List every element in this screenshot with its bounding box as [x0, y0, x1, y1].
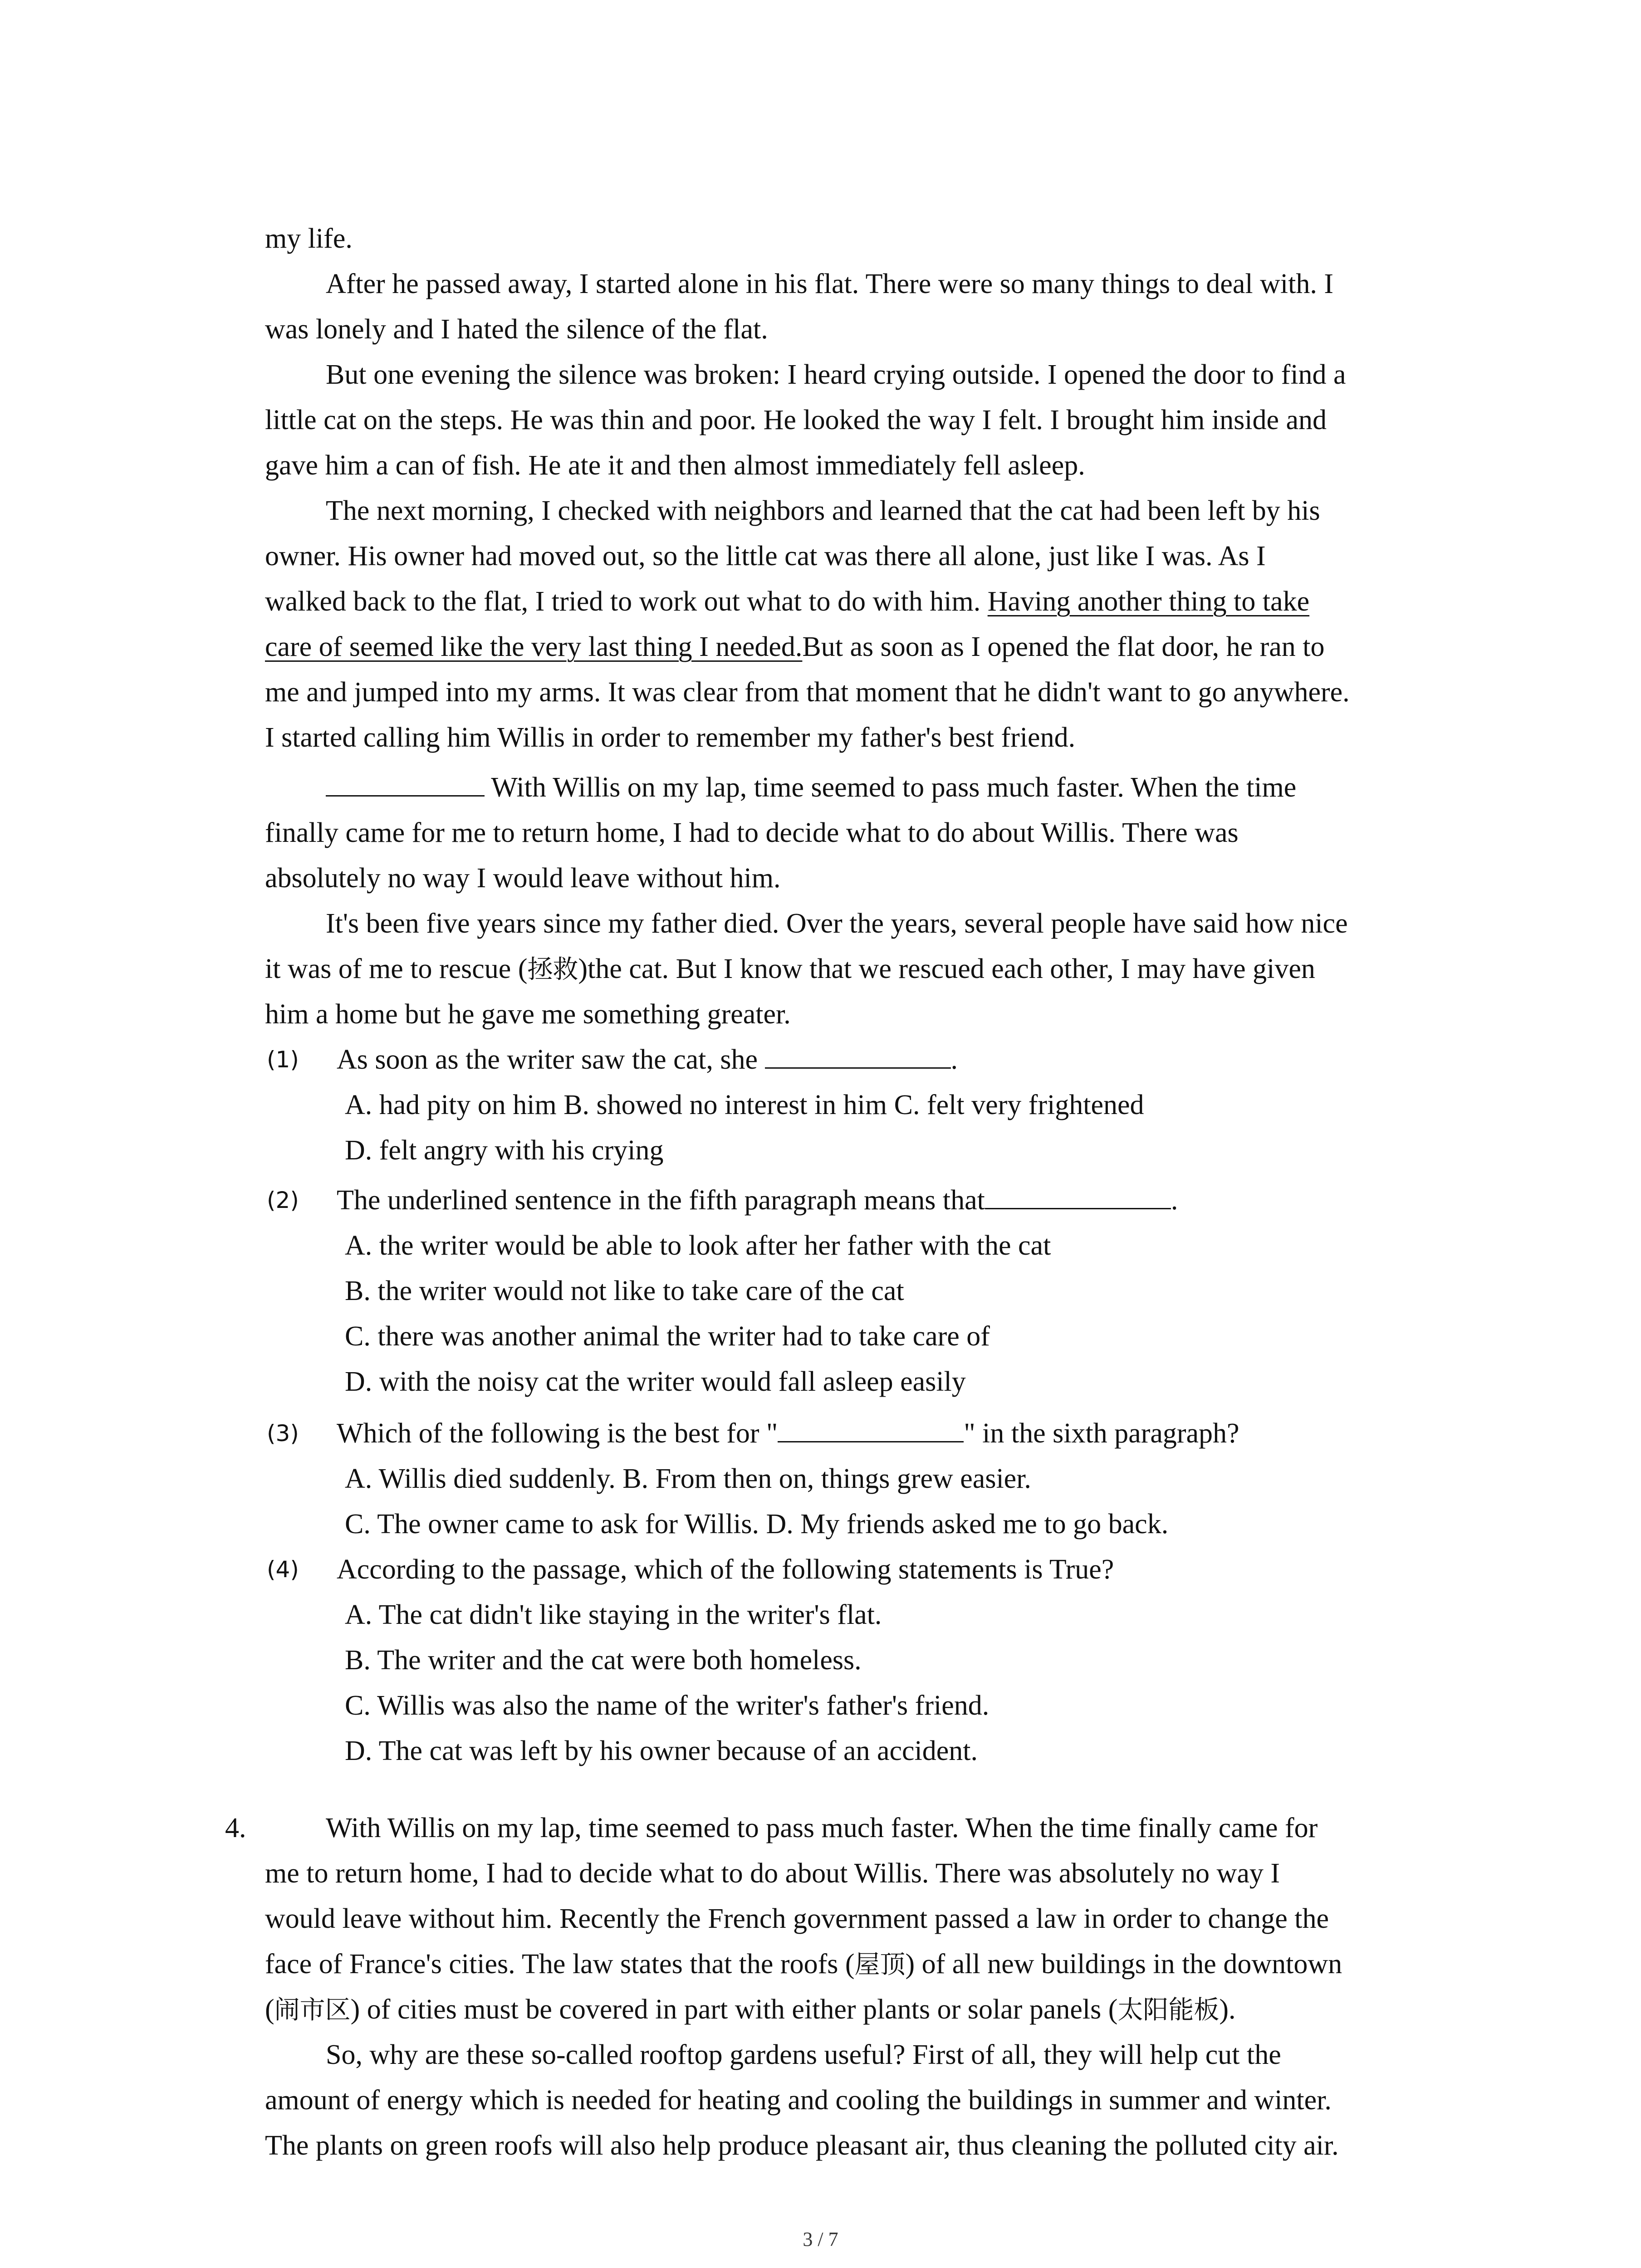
chinese-gloss: 太阳能板	[1117, 1995, 1220, 2025]
passage-text: ) of all new buildings in the downtown	[905, 1949, 1342, 1980]
answer-option[interactable]: C. The owner came to ask for Willis. D. My friends asked me to go back.	[345, 1509, 1169, 1540]
question-text: According to the passage, which of the following statements is True?	[337, 1554, 1114, 1585]
answer-blank[interactable]	[778, 1418, 964, 1442]
passage-line: The plants on green roofs will also help produce pleasant air, thus cleaning the polluted city air.	[265, 2130, 1339, 2161]
question-number: (4)	[267, 1556, 299, 1583]
passage-line: It's been five years since my father died. Over the years, several people have said how nice	[326, 908, 1348, 939]
question-stem	[337, 1042, 958, 1077]
passage-line: After he passed away, I started alone in his flat. There were so many things to deal with. I	[326, 269, 1333, 299]
page-number: 3 / 7	[803, 2228, 838, 2250]
passage-line: me and jumped into my arms. It was clear from that moment that he didn't want to go anywhere.	[265, 677, 1350, 708]
passage-line: The next morning, I checked with neighbors and learned that the cat had been left by his	[326, 495, 1320, 526]
chinese-gloss: 拯救	[527, 955, 578, 984]
passage-line: finally came for me to return home, I had to decide what to do about Willis. There was	[265, 817, 1239, 848]
passage-line	[265, 1992, 1236, 2028]
answer-option[interactable]: B. the writer would not like to take care of the cat	[345, 1276, 904, 1306]
passage-text: face of France's cities. The law states that the roofs (	[265, 1949, 855, 1980]
question-text: " in the sixth paragraph?	[964, 1418, 1239, 1449]
passage-text: But as soon as I opened the flat door, he ran to	[802, 631, 1325, 662]
passage-line: absolutely no way I would leave without him.	[265, 863, 781, 894]
chinese-gloss: 屋顶	[854, 1950, 906, 1980]
passage-line: gave him a can of fish. He ate it and then almost immediately fell asleep.	[265, 450, 1085, 481]
passage-line: would leave without him. Recently the French government passed a law in order to change the	[265, 1903, 1329, 1934]
passage-line: I started calling him Willis in order to remember my father's best friend.	[265, 722, 1076, 753]
answer-blank[interactable]	[326, 772, 485, 797]
question-number: (1)	[267, 1046, 299, 1073]
passage-text: (	[265, 1994, 274, 2025]
question-stem	[337, 1183, 1178, 1217]
answer-option[interactable]: D. The cat was left by his owner because of an accident.	[345, 1735, 978, 1766]
answer-blank[interactable]	[985, 1185, 1171, 1209]
passage-line: me to return home, I had to decide what to do about Willis. There was absolutely no way I	[265, 1858, 1280, 1889]
question-text: .	[950, 1044, 958, 1075]
answer-option[interactable]: A. The cat didn't like staying in the writer's flat.	[345, 1599, 882, 1630]
question-text: .	[1171, 1185, 1178, 1216]
passage-line: owner. His owner had moved out, so the little cat was there all alone, just like I was. As I	[265, 541, 1266, 572]
passage-line: But one evening the silence was broken: I heard crying outside. I opened the door to find a	[326, 359, 1346, 390]
question-text: As soon as the writer saw the cat, she	[337, 1044, 765, 1075]
passage-line: With Willis on my lap, time seemed to pass much faster. When the time finally came for	[326, 1813, 1318, 1843]
underlined-sentence: Having another thing to take	[987, 586, 1310, 617]
answer-option[interactable]: A. Willis died suddenly. B. From then on, things grew easier.	[345, 1463, 1031, 1494]
passage-line: So, why are these so-called rooftop gardens useful? First of all, they will help cut the	[326, 2039, 1281, 2070]
answer-option[interactable]: C. Willis was also the name of the writer's father's friend.	[345, 1690, 989, 1721]
passage-text: )the cat. But I know that we rescued each other, I may have given	[578, 953, 1315, 984]
question-text: Which of the following is the best for "	[337, 1418, 778, 1449]
passage-line	[265, 952, 1315, 987]
passage-line	[265, 630, 1325, 664]
passage-text: ).	[1219, 1994, 1236, 2025]
question-number: (3)	[267, 1420, 299, 1447]
question-stem	[337, 1416, 1239, 1451]
passage-text: ) of cities must be covered in part with either plants or solar panels (	[350, 1994, 1118, 2025]
passage-line	[265, 584, 1309, 619]
chinese-gloss: 闹市区	[274, 1995, 351, 2025]
answer-option[interactable]: A. had pity on him B. showed no interest in him C. felt very frightened	[345, 1090, 1144, 1120]
question-stem	[337, 1552, 1114, 1587]
passage-line	[326, 770, 1296, 805]
underlined-sentence: care of seemed like the very last thing I needed.	[265, 631, 803, 662]
passage-text: it was of me to rescue (	[265, 953, 528, 984]
passage-line: my life.	[265, 223, 353, 254]
answer-option[interactable]: B. The writer and the cat were both homeless.	[345, 1645, 862, 1676]
passage-text: walked back to the flat, I tried to work out what to do with him.	[265, 586, 988, 617]
passage-line: was lonely and I hated the silence of the flat.	[265, 314, 768, 345]
answer-blank[interactable]	[765, 1045, 951, 1069]
passage-text: With Willis on my lap, time seemed to pass much faster. When the time	[491, 772, 1297, 803]
answer-option[interactable]: D. with the noisy cat the writer would fall asleep easily	[345, 1366, 966, 1397]
answer-option[interactable]: C. there was another animal the writer had to take care of	[345, 1321, 990, 1352]
section-number: 4.	[225, 1813, 246, 1843]
passage-line: amount of energy which is needed for heating and cooling the buildings in summer and winter.	[265, 2085, 1332, 2116]
passage-line: little cat on the steps. He was thin and poor. He looked the way I felt. I brought him inside and	[265, 405, 1327, 435]
passage-line	[265, 1947, 1342, 1982]
answer-option[interactable]: D. felt angry with his crying	[345, 1135, 664, 1166]
question-text: The underlined sentence in the fifth paragraph means that	[337, 1185, 985, 1216]
question-number: (2)	[267, 1187, 299, 1213]
passage-line: him a home but he gave me something greater.	[265, 999, 791, 1030]
answer-option[interactable]: A. the writer would be able to look after her father with the cat	[345, 1230, 1051, 1261]
